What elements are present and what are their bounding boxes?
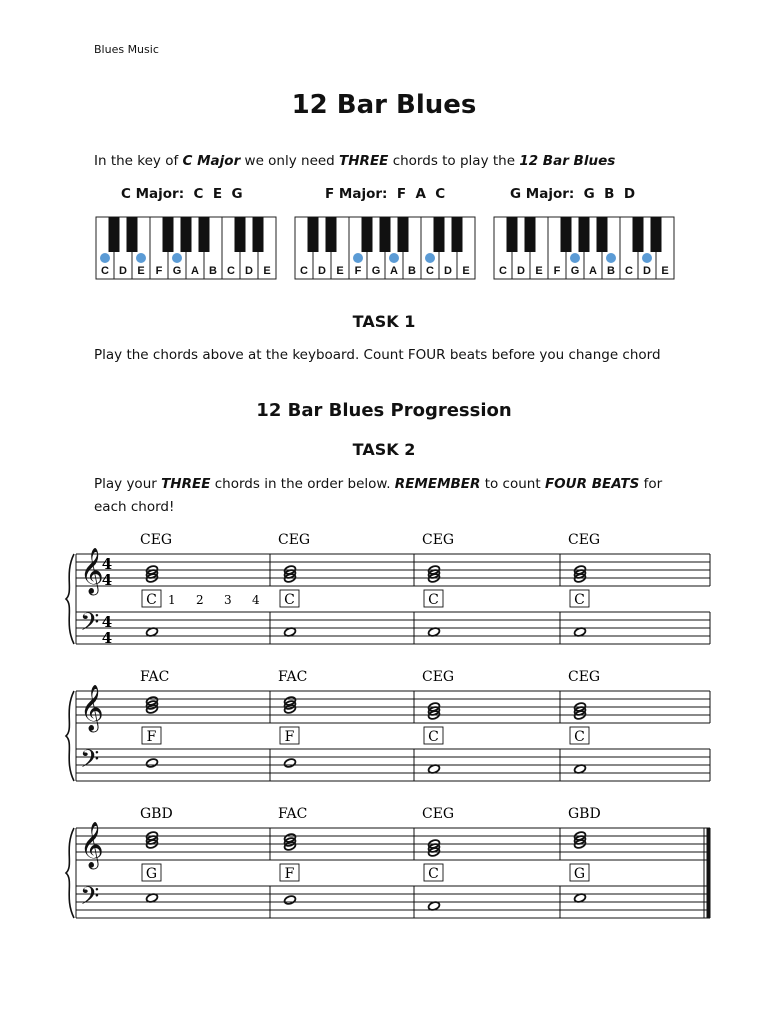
- black-key: [452, 217, 463, 252]
- chord-name: CEG: [568, 532, 601, 548]
- beat-count: 3: [224, 593, 232, 607]
- score-system-2: [62, 665, 722, 785]
- intro-part: chords to play the: [388, 153, 520, 169]
- key-label: A: [390, 265, 398, 277]
- key-label: E: [462, 265, 470, 277]
- chord-root-letter: C: [146, 592, 157, 608]
- chord-root-letter: G: [573, 866, 586, 882]
- black-key: [199, 217, 210, 252]
- system-brace: [66, 828, 74, 918]
- black-key: [651, 217, 662, 252]
- black-key: [597, 217, 608, 252]
- black-key: [308, 217, 319, 252]
- chord-name: FAC: [278, 806, 308, 822]
- note-marker: [389, 253, 399, 263]
- chord-root-letter: C: [428, 729, 439, 745]
- key-label: C: [426, 265, 434, 277]
- chord-label-f-major: F Major: F A C: [325, 186, 446, 202]
- black-key: [579, 217, 590, 252]
- black-key: [181, 217, 192, 252]
- key-label: G: [570, 265, 580, 277]
- chord-root-letter: C: [428, 866, 439, 882]
- black-key: [398, 217, 409, 252]
- task2-emphasis: THREE: [161, 476, 211, 492]
- task2-heading: TASK 2: [352, 440, 416, 459]
- black-key: [127, 217, 138, 252]
- note-marker: [353, 253, 363, 263]
- time-signature-bottom: 4: [101, 571, 113, 589]
- black-key: [253, 217, 264, 252]
- black-key: [380, 217, 391, 252]
- page-title: 12 Bar Blues: [291, 90, 477, 120]
- chord-root-letter: C: [574, 592, 585, 608]
- intro-emphasis: 12 Bar Blues: [519, 153, 616, 169]
- intro-text: [94, 153, 615, 169]
- chord-root-letter: F: [284, 729, 295, 745]
- key-label: C: [625, 265, 633, 277]
- task2-part: for each chord!: [94, 476, 663, 515]
- chord-name: CEG: [140, 532, 173, 548]
- key-label: A: [589, 265, 597, 277]
- task1-heading: TASK 1: [352, 312, 416, 331]
- chord-name: CEG: [422, 669, 455, 685]
- intro-emphasis: C Major: [182, 153, 241, 169]
- black-key: [561, 217, 572, 252]
- chord-root-letter: C: [574, 729, 585, 745]
- score-system-3: [62, 802, 722, 922]
- black-key: [326, 217, 337, 252]
- task2-part: Play your: [94, 476, 162, 492]
- chord-name: CEG: [422, 806, 455, 822]
- key-label: D: [444, 265, 452, 277]
- note-marker: [172, 253, 182, 263]
- treble-clef-icon: 𝄞: [80, 685, 104, 731]
- key-label: A: [191, 265, 199, 277]
- keyboard-f-major: [294, 216, 476, 280]
- note-marker: [606, 253, 616, 263]
- system-brace: [66, 554, 74, 644]
- key-label: D: [245, 265, 253, 277]
- key-label: F: [354, 265, 362, 277]
- key-label: E: [336, 265, 344, 277]
- key-label: D: [517, 265, 525, 277]
- black-key: [434, 217, 445, 252]
- beat-count: 2: [196, 593, 204, 607]
- black-key: [109, 217, 120, 252]
- key-label: E: [661, 265, 669, 277]
- task2-part: to count: [480, 476, 545, 492]
- note-marker: [642, 253, 652, 263]
- key-label: C: [101, 265, 109, 277]
- progression-heading: 12 Bar Blues Progression: [256, 400, 512, 421]
- bass-clef-icon: 𝄢: [80, 882, 100, 917]
- black-key: [163, 217, 174, 252]
- task1-text: Play the chords above at the keyboard. Count FOUR beats before you change chord: [94, 347, 661, 363]
- task2-text: [94, 473, 684, 519]
- key-label: D: [318, 265, 326, 277]
- beat-count: 4: [252, 593, 260, 607]
- black-key: [633, 217, 644, 252]
- key-label: C: [300, 265, 308, 277]
- time-signature-top: 4: [101, 613, 113, 631]
- keyboard-c-major: [95, 216, 277, 280]
- keyboard-g-major: [493, 216, 675, 280]
- chord-name: GBD: [140, 806, 173, 822]
- whole-note: [284, 758, 297, 769]
- key-label: E: [535, 265, 543, 277]
- chord-name: GBD: [568, 806, 601, 822]
- note-marker: [136, 253, 146, 263]
- chord-label-c-major: C Major: C E G: [121, 186, 243, 202]
- intro-emphasis: THREE: [339, 153, 389, 169]
- beat-count: 1: [168, 593, 176, 607]
- time-signature-bottom: 4: [101, 629, 113, 647]
- key-label: B: [209, 265, 217, 277]
- time-signature-top: 4: [101, 555, 113, 573]
- bass-clef-icon: 𝄢: [80, 608, 100, 643]
- key-label: C: [499, 265, 507, 277]
- treble-clef-icon: 𝄞: [80, 822, 104, 868]
- key-label: D: [643, 265, 651, 277]
- intro-part: In the key of: [94, 153, 183, 169]
- chord-root-letter: F: [146, 729, 157, 745]
- key-label: E: [137, 265, 145, 277]
- key-label: G: [172, 265, 182, 277]
- key-label: B: [607, 265, 615, 277]
- document-header: Blues Music: [94, 43, 159, 56]
- black-key: [525, 217, 536, 252]
- chord-name: CEG: [278, 532, 311, 548]
- treble-clef-icon: 𝄞: [80, 548, 104, 594]
- key-label: D: [119, 265, 127, 277]
- system-brace: [66, 691, 74, 781]
- chord-label-g-major: G Major: G B D: [510, 186, 636, 202]
- key-label: F: [553, 265, 561, 277]
- whole-note: [284, 895, 297, 906]
- task2-part: chords in the order below.: [210, 476, 395, 492]
- task2-emphasis: FOUR BEATS: [544, 476, 640, 492]
- black-key: [362, 217, 373, 252]
- note-marker: [425, 253, 435, 263]
- chord-root-letter: C: [428, 592, 439, 608]
- bass-clef-icon: 𝄢: [80, 745, 100, 780]
- chord-root-letter: C: [284, 592, 295, 608]
- black-key: [507, 217, 518, 252]
- chord-name: CEG: [422, 532, 455, 548]
- black-key: [235, 217, 246, 252]
- key-label: G: [371, 265, 381, 277]
- chord-name: FAC: [140, 669, 170, 685]
- chord-name: FAC: [278, 669, 308, 685]
- score-system-1: [62, 528, 722, 648]
- key-label: E: [263, 265, 271, 277]
- note-marker: [570, 253, 580, 263]
- note-marker: [100, 253, 110, 263]
- intro-part: we only need: [240, 153, 340, 169]
- whole-note: [146, 758, 159, 769]
- chord-root-letter: G: [145, 866, 158, 882]
- chord-name: CEG: [568, 669, 601, 685]
- key-label: B: [408, 265, 416, 277]
- chord-root-letter: F: [284, 866, 295, 882]
- task2-emphasis: REMEMBER: [394, 476, 481, 492]
- key-label: F: [155, 265, 163, 277]
- key-label: C: [227, 265, 235, 277]
